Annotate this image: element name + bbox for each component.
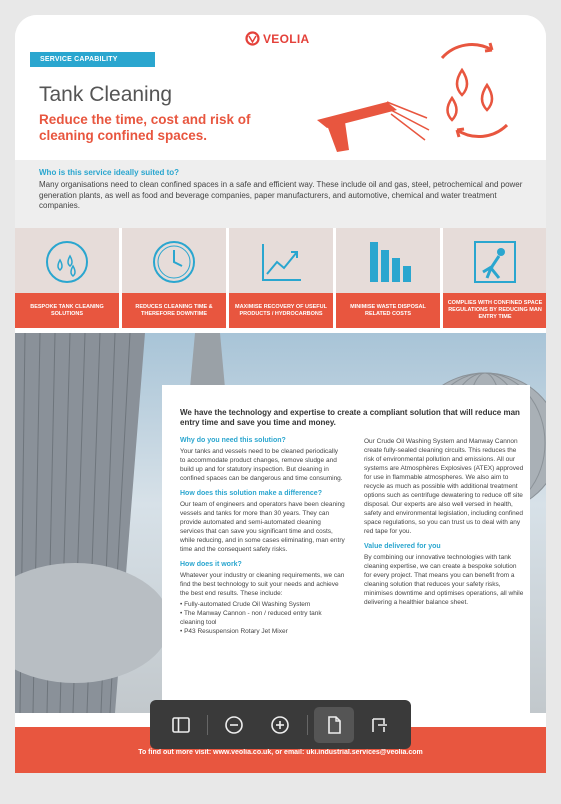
- zoom-in-icon: [270, 715, 290, 735]
- who-section: [15, 160, 546, 228]
- sidebar-toggle-button[interactable]: [161, 707, 201, 743]
- page-subtitle: Reduce the time, cost and risk of cleaning confined spaces.: [39, 112, 251, 143]
- benefit-icon-cell: [443, 228, 546, 293]
- logo-text: VEOLIA: [263, 31, 310, 46]
- why-heading: Why do you need this solution?: [180, 437, 286, 444]
- sidebar-icon: [171, 715, 191, 735]
- column-right: [364, 437, 524, 614]
- list-item: • Fully-automated Crude Oil Washing System: [180, 601, 311, 608]
- washing-system-text: Our Crude Oil Washing System and Manway Cannon create fully-sealed cleaning circuits. This reduces the risk of environmental pollution and emissions. All our systems are Atmosphères Explosives (ATEX) approved for use in flammable atmospheres. We also aim to recycle as much as possible with additional treatment options such as centrifuge dewatering to reduce off site disposal. Our experts are also well versed in health, safety and environmental legislation, including confined space regulations, so you can trust us to deal with any red tape for you.: [364, 438, 524, 535]
- benefit-icon-cell: [229, 228, 333, 293]
- how-works-heading: How does it work?: [180, 561, 242, 568]
- veolia-logo-icon: [245, 31, 260, 46]
- how-works-text: Whatever your industry or cleaning requirements, we can find the best technology to suit your needs and achieve the best end results. These include:: [180, 572, 345, 597]
- toolbar-separator: [307, 715, 308, 735]
- benefit-label: BESPOKE TANK CLEANING SOLUTIONS: [15, 293, 119, 328]
- value-text: By combining our innovative technologies with tank cleaning expertise, we can create a bespoke solution for every project. That means you can benefit from a cleaning solution that reduces your safety risks, minimises downtime and optimises operations, all while delivering a healthier balance sheet.: [364, 554, 524, 606]
- benefit-icons-row: [15, 228, 546, 293]
- list-item: • P43 Resuspension Rotary Jet Mixer: [180, 628, 288, 635]
- value-heading: Value delivered for you: [364, 543, 441, 550]
- zoom-in-button[interactable]: [260, 707, 300, 743]
- page-title: Tank Cleaning: [39, 83, 173, 106]
- lead-text: We have the technology and expertise to create a compliant solution that will reduce man entry time and save you time and money.: [180, 408, 520, 427]
- benefit-icon-cell: [122, 228, 226, 293]
- content-card: [162, 385, 530, 725]
- benefit-label: COMPLIES WITH CONFINED SPACE REGULATIONS BY REDUCING MAN ENTRY TIME: [443, 293, 546, 328]
- toolbar-separator: [207, 715, 208, 735]
- benefit-icon-cell: [336, 228, 440, 293]
- droplets-cycle-icon: [15, 228, 119, 293]
- column-left: [180, 437, 345, 636]
- pressure-washer-icon: [287, 30, 527, 155]
- why-text: Your tanks and vessels need to be cleaned periodically to accommodate product changes, remove sludge and build up and for statutory inspection. But cleaning in confined spaces can be dangerous and time consuming.: [180, 448, 343, 482]
- page-icon: [324, 715, 344, 735]
- fit-page-button[interactable]: [360, 707, 400, 743]
- list-item: • The Manway Cannon - non / reduced entry tank cleaning tool: [180, 610, 322, 626]
- viewer-toolbar: [150, 700, 411, 749]
- difference-heading: How does this solution make a difference?: [180, 490, 322, 497]
- benefit-banners: [15, 293, 546, 328]
- header: [15, 15, 546, 160]
- benefit-icon-cell: [15, 228, 119, 293]
- single-page-button[interactable]: [314, 707, 354, 743]
- fit-icon: [370, 715, 390, 735]
- trend-chart-icon: [229, 228, 333, 293]
- document-page: [15, 15, 546, 773]
- benefit-label: MINIMISE WASTE DISPOSAL RELATED COSTS: [336, 293, 440, 328]
- zoom-out-icon: [224, 715, 244, 735]
- worker-icon: [443, 228, 546, 293]
- bar-chart-icon: [336, 228, 440, 293]
- zoom-out-button[interactable]: [214, 707, 254, 743]
- footer-contact: To find out more visit: www.veolia.co.uk, or email: uki.industrial.services@veolia.com: [15, 727, 546, 773]
- service-tag: SERVICE CAPABILITY: [30, 52, 155, 67]
- difference-text: Our team of engineers and operators have been cleaning vessels and tanks for more than 30 years. They can provide automated and semi-automated cleaning services that can save you significant time and costs, while reducing, and in some cases eliminating, man entry time and the consequent safety risks.: [180, 501, 345, 553]
- clock-icon: [122, 228, 226, 293]
- benefit-label: MAXIMISE RECOVERY OF USEFUL PRODUCTS / HYDROCARBONS: [229, 293, 333, 328]
- who-text: Many organisations need to clean confined spaces in a safe and efficient way. These include oil and gas, steel, petrochemical and power generation plants, as well as food and beverage companies, paper manufacturers, and automotive, chemical and water treatment companies.: [39, 180, 523, 210]
- who-heading: Who is this service ideally suited to?: [39, 168, 180, 177]
- benefit-label: REDUCES CLEANING TIME & THEREFORE DOWNTIME: [122, 293, 226, 328]
